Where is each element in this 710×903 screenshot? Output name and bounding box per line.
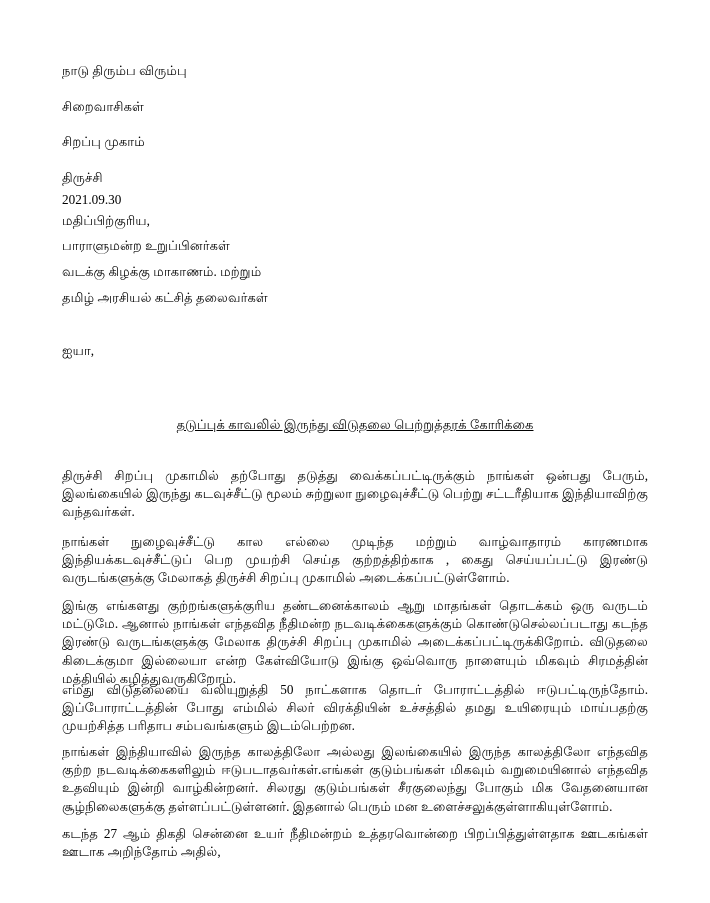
recipient-line-2: பாராளுமன்ற உறுப்பினர்கள் [62,238,230,253]
salutation: ஐயா, [62,343,95,358]
paragraph-1: திருச்சி சிறப்பு முகாமில் தற்போது தடுத்து வைக்கப்பட்டிருக்கும் நாங்கள் ஒன்பது பேரும், இலங்கையில் இருந்து கடவுச்சீட்டு மூலம் சுற்றுலா நுழைவுச்சீட்டு பெற்று சட்டரீதியாக இந்தியாவிற்கு வந்தவர்கள். [62,468,648,520]
sender-line-1: நாடு திரும்ப விரும்பு [62,63,187,78]
paragraph-4: எமது விடுதலையை வலியுறுத்தி 50 நாட்களாக தொடர் போராட்டத்தில் ஈடுபட்டிருந்தோம். இப்போராட்டத்தின் போது எம்மில் சிலர் விரக்தியின் உச்சத்தில் தமது உயிரையும் மாய்பதற்கு முயற்சித்த பரிதாப சம்பவங்களும் இடம்பெற்றன. [62,682,648,734]
recipient-line-3: வடக்கு கிழக்கு மாகாணம். மற்றும் [62,264,262,279]
sender-line-3: சிறப்பு முகாம் [62,134,145,149]
sender-line-2: சிறைவாசிகள் [62,99,144,114]
letter-date: 2021.09.30 [62,192,122,207]
letter-subject: தடுப்புக் காவலில் இருந்து விடுதலை பெற்றுத்தரக் கோரிக்கை [176,417,534,432]
paragraph-2: நாங்கள் நுழைவுச்சீட்டு கால எல்லை முடிந்த மற்றும் வாழ்வாதாரம் காரணமாக இந்தியக்கடவுச்சீட்டுப் பெற முயற்சி செய்த குற்றத்திற்காக , கைது செய்யப்பட்டு இரண்டு வருடங்களுக்கு மேலாகத் திருச்சி சிறப்பு முகாமில் அடைக்கப்பட்டுள்ளோம். [62,534,648,586]
sender-line-4: திருச்சி [62,170,103,185]
recipient-line-1: மதிப்பிற்குரிய, [62,213,150,228]
paragraph-3: இங்கு எங்களது குற்றங்களுக்குரிய தண்டனைக்காலம் ஆறு மாதங்கள் தொடக்கம் ஒரு வருடம் மட்டுமே. ஆனால் நாங்கள் எந்தவித நீதிமன்ற நடவடிக்கைகளுக்கும் கொண்டுசெல்லப்படாது கடந்த இரண்டு வருடங்களுக்கு மேலாக திருச்சி சிறப்பு முகாமில் அடைக்கப்பட்டிருக்கிறோம். விடுதலை கிடைக்குமா இல்லையா என்ற கேள்வியோடு இங்கு ஒவ்வொரு நாளையும் மிகவும் சிரமத்தின் மத்தியில் கழித்துவருகிறோம். [62,598,648,686]
recipient-line-4: தமிழ் அரசியல் கட்சித் தலைவர்கள் [62,290,268,305]
paragraph-5: நாங்கள் இந்தியாவில் இருந்த காலத்திலோ அல்லது இலங்கையில் இருந்த காலத்திலோ எந்தவித குற்ற நடவடிக்கைகளிலும் ஈடுபடாதவர்கள்.எங்கள் குடும்பங்கள் மிகவும் வறுமையினால் எந்தவித உதவியும் இன்றி வாழ்கின்றனர். சிலரது குடும்பங்கள் சீரகுலைந்து போகும் மிக வேதனையான சூழ்நிலைகளுக்கு தள்ளப்பட்டுள்ளனர். இதனால் பெரும் மன உளைச்சலுக்குள்ளாகியுள்ளோம். [62,744,648,814]
paragraph-6: கடந்த 27 ஆம் திகதி சென்னை உயர் நீதிமன்றம் உத்தரவொன்றை பிறப்பித்துள்ளதாக ஊடகங்கள் ஊடாக அறிந்தோம் அதில், [62,826,648,860]
